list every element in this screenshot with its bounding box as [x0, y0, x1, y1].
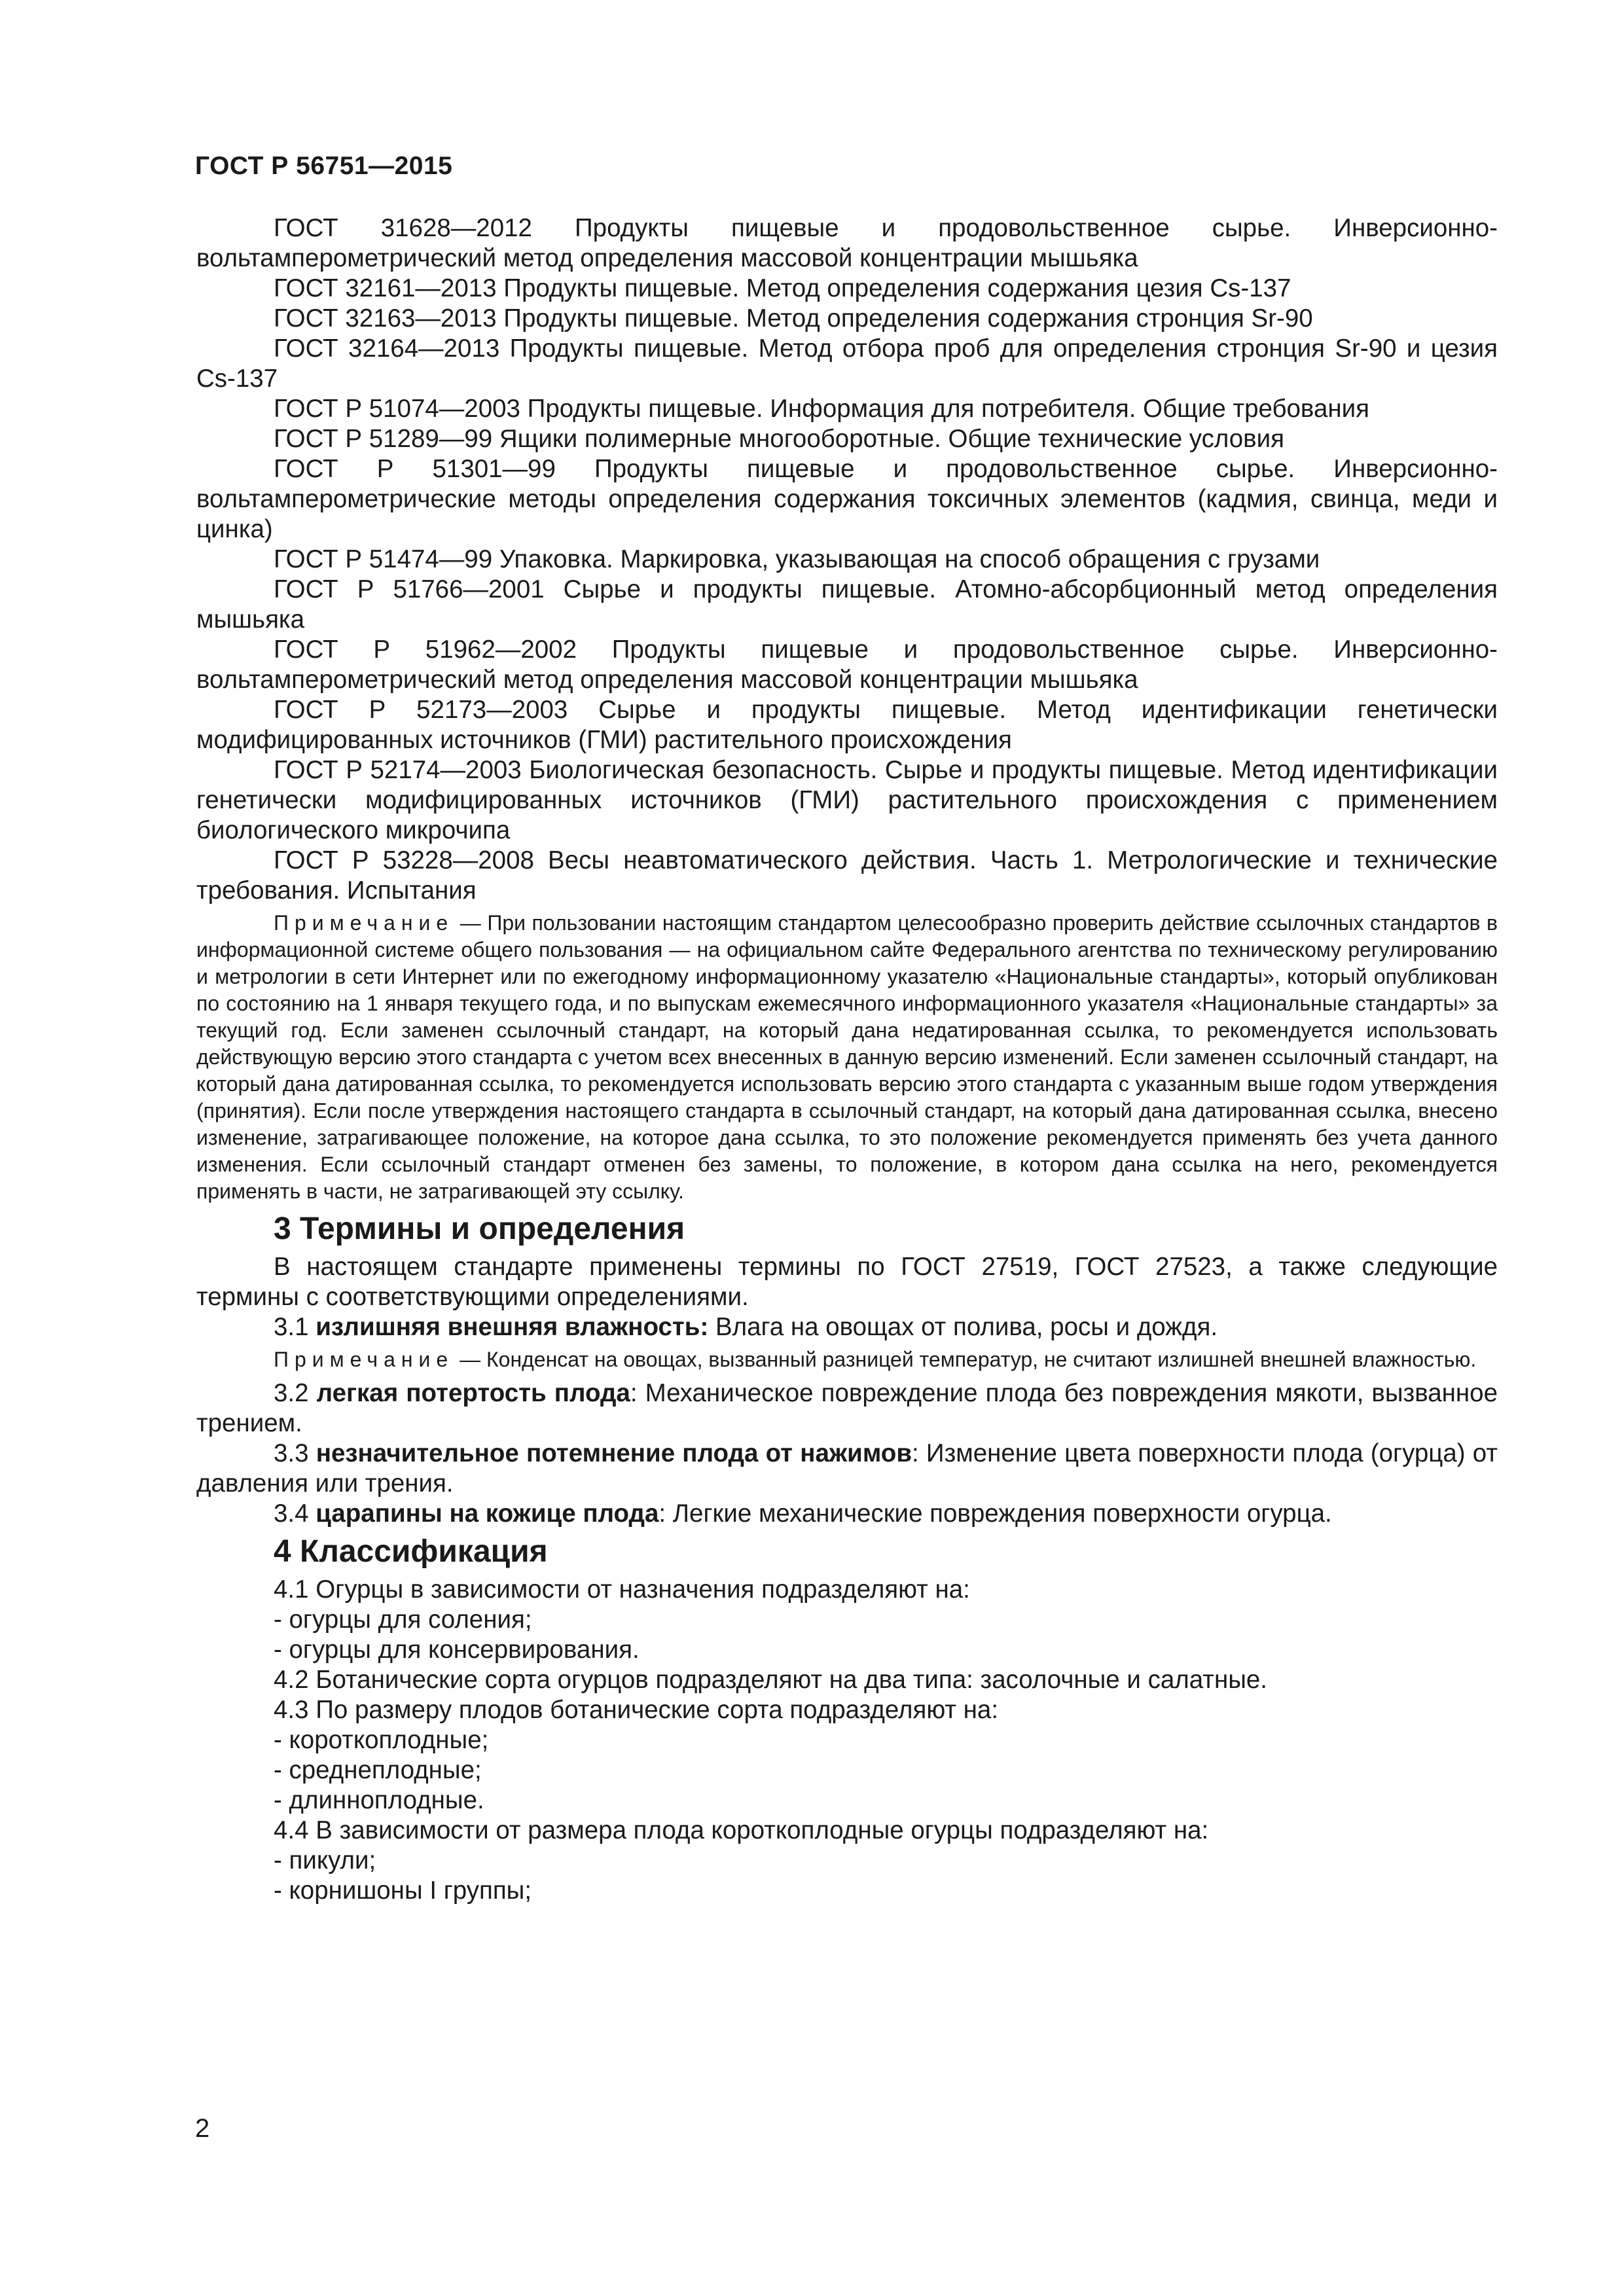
note-text: — Конденсат на овощах, вызванный разницей температур, не считают излишней внешней влажностью. [454, 1348, 1477, 1371]
reference-item: ГОСТ Р 51962—2002 Продукты пищевые и продовольственное сырье. Инверсионно-вольтамперометрический метод определения массовой концентрации мышьяка [196, 636, 1498, 694]
term-definition: : Легкие механические повреждения поверхности огурца. [659, 1499, 1332, 1528]
term-name: незначительное потемнение плода от нажимов [316, 1439, 912, 1467]
section-3-heading: 3 Термины и определения [274, 1211, 685, 1246]
reference-item: ГОСТ Р 51074—2003 Продукты пищевые. Информация для потребителя. Общие требования [274, 395, 1369, 423]
reference-item: ГОСТ Р 53228—2008 Весы неавтоматического действия. Часть 1. Метрологические и технические требования. Испытания [196, 846, 1498, 905]
list-item: - корнишоны I группы; [274, 1876, 532, 1905]
list-item: - огурцы для консервирования. [274, 1636, 640, 1664]
list-item: - длинноплодные. [274, 1786, 484, 1814]
note-label: Примечание [274, 1348, 454, 1371]
reference-item: ГОСТ Р 51474—99 Упаковка. Маркировка, указывающая на способ обращения с грузами [274, 545, 1320, 573]
term-name: легкая потертость плода [316, 1379, 630, 1407]
reference-item: ГОСТ 31628—2012 Продукты пищевые и продовольственное сырье. Инверсионно-вольтамперометрический метод определения массовой концентрации мышьяка [196, 214, 1498, 272]
list-item: - огурцы для соления; [274, 1605, 532, 1634]
section-4-heading: 4 Классификация [274, 1534, 548, 1569]
term-number: 3.1 [274, 1313, 316, 1341]
reference-item: ГОСТ 32163—2013 Продукты пищевые. Метод определения содержания стронция Sr-90 [274, 304, 1313, 332]
term-number: 3.2 [274, 1379, 317, 1407]
reference-item: ГОСТ 32161—2013 Продукты пищевые. Метод определения содержания цезия Cs-137 [274, 274, 1291, 302]
reference-item: ГОСТ 32164—2013 Продукты пищевые. Метод отбора проб для определения стронция Sr-90 и цезия Cs-137 [196, 334, 1498, 393]
list-item: - пикули; [274, 1846, 376, 1874]
term-definition: : Механическое повреждение плода без повреждения мякоти, вызванное трением. [196, 1379, 1498, 1437]
references-list [196, 213, 1498, 906]
list-item: 4.4 В зависимости от размера плода короткоплодные огурцы подразделяют на: [274, 1816, 1209, 1844]
list-item: - короткоплодные; [274, 1726, 489, 1754]
references-note [196, 910, 1498, 1205]
document-code: ГОСТ Р 56751—2015 [195, 152, 453, 180]
term-name: царапины на кожице плода [316, 1499, 659, 1528]
classification-list [196, 1575, 1498, 1906]
term-number: 3.3 [274, 1439, 316, 1467]
page-content [196, 213, 1498, 1906]
term-3-4 [196, 1499, 1498, 1529]
term-name: излишняя внешняя влажность: [316, 1313, 709, 1341]
term-3-1 [196, 1312, 1498, 1342]
note-text: — При пользовании настоящим стандартом целесообразно проверить действие ссылочных стандартов в информационной системе общего пользования — на официальном сайте Федерального агентства по техническому регулированию и метрологии в сети Интернет или по ежегодному информационному указателю «Национальные стандарты», который опубликован по состоянию на 1 января текущего года, и по выпускам ежемесячного информационного указателя «Национальные стандарты» за текущий год. Если заменен ссылочный стандарт, на который дана недатированная ссылка, то рекомендуется использовать действующую версию этого стандарта с учетом всех внесенных в данную версию изменений. Если заменен ссылочный стандарт, на который дана датированная ссылка, то рекомендуется использовать версию этого стандарта с указанным выше годом утверждения (принятия). Если после утверждения настоящего стандарта в ссылочный стандарт, на который дана датированная ссылка, внесено изменение, затрагивающее положение, на которое дана ссылка, то это положение рекомендуется применять без учета данного изменения. Если ссылочный стандарт отменен без замены, то положение, в котором дана ссылка на него, рекомендуется применять в части, не затрагивающей эту ссылку. [196, 911, 1498, 1203]
note-label: Примечание [274, 911, 454, 935]
term-definition: Влага на овощах от полива, росы и дождя. [708, 1313, 1218, 1341]
reference-item: ГОСТ Р 51766—2001 Сырье и продукты пищевые. Атомно-абсорбционный метод определения мышьяка [196, 575, 1498, 634]
term-definition: : Изменение цвета поверхности плода (огурца) от давления или трения. [196, 1439, 1498, 1498]
page-number: 2 [195, 2114, 210, 2143]
term-3-2 [196, 1378, 1498, 1439]
list-item: - среднеплодные; [274, 1756, 482, 1784]
reference-item: ГОСТ Р 52173—2003 Сырье и продукты пищевые. Метод идентификации генетически модифицированных источников (ГМИ) растительного происхождения [196, 696, 1498, 754]
term-3-1-note [196, 1346, 1498, 1373]
reference-item: ГОСТ Р 52174—2003 Биологическая безопасность. Сырье и продукты пищевые. Метод идентификации генетически модифицированных источников (ГМИ) растительного происхождения с применением биологического микрочипа [196, 756, 1498, 844]
term-number: 3.4 [274, 1499, 316, 1528]
reference-item: ГОСТ Р 51301—99 Продукты пищевые и продовольственное сырье. Инверсионно-вольтамперометрические методы определения содержания токсичных элементов (кадмия, свинца, меди и цинка) [196, 455, 1498, 543]
term-3-3 [196, 1439, 1498, 1499]
section-3-intro: В настоящем стандарте применены термины по ГОСТ 27519, ГОСТ 27523, а также следующие термины с соответствующими определениями. [196, 1253, 1498, 1311]
list-item: 4.2 Ботанические сорта огурцов подразделяют на два типа: засолочные и салатные. [274, 1666, 1267, 1694]
reference-item: ГОСТ Р 51289—99 Ящики полимерные многооборотные. Общие технические условия [274, 425, 1284, 453]
list-item: 4.1 Огурцы в зависимости от назначения подразделяют на: [274, 1575, 970, 1604]
list-item: 4.3 По размеру плодов ботанические сорта подразделяют на: [274, 1696, 999, 1724]
